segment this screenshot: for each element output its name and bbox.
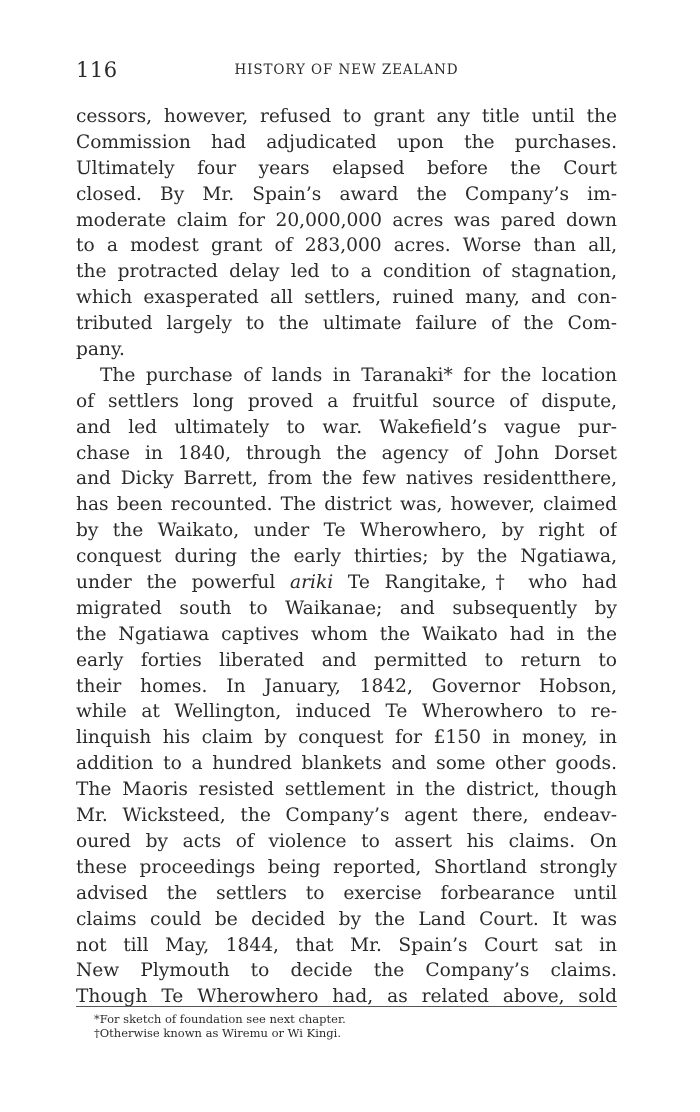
italic-word: ariki	[290, 572, 334, 594]
paragraph-start-line: The purchase of lands in Taranaki* for the location	[100, 364, 617, 386]
text-line: to a modest grant of 283,000 acres. Worse than all,	[76, 235, 617, 257]
text-line: linquish his claim by conquest for £150 in money, in	[76, 727, 617, 749]
text-line: and Dicky Barrett, from the few natives residentthere,	[76, 468, 617, 490]
text-line: moderate claim for 20,000,000 acres was pared down	[76, 209, 617, 231]
text-line: their homes. In January, 1842, Governor Hobson,	[76, 675, 617, 697]
text-line: not till May, 1844, that Mr. Spain’s Court sat in	[76, 934, 617, 956]
page-number: 116	[76, 58, 118, 82]
running-title: HISTORY OF NEW ZEALAND	[234, 62, 459, 78]
text-line: conquest during the early thirties; by the Ngatiawa,	[76, 546, 617, 568]
line-end: Te Rangitake,† who had	[347, 572, 617, 594]
text-line: closed. By Mr. Spain’s award the Company’s im-	[76, 183, 617, 205]
text-line: of settlers long proved a fruitful source of dispute,	[76, 390, 617, 412]
text-line: pany.	[76, 339, 125, 361]
text-line: advised the settlers to exercise forbearance until	[76, 882, 617, 904]
body-text	[76, 104, 617, 1010]
text-line: Mr. Wicksteed, the Company’s agent there, endeav-	[76, 805, 617, 827]
text-line-with-italic	[76, 570, 617, 596]
line-start: under the powerful	[76, 572, 276, 594]
text-line: Ultimately four years elapsed before the Court	[76, 157, 617, 179]
text-line: migrated south to Waikanae; and subsequently by	[76, 597, 617, 619]
text-line: these proceedings being reported, Shortland strongly	[76, 856, 617, 878]
text-line: oured by acts of violence to assert his claims. On	[76, 830, 617, 852]
text-line: the Ngatiawa captives whom the Waikato had in the	[76, 623, 617, 645]
text-line: chase in 1840, through the agency of John Dorset	[76, 442, 617, 464]
footnote: *For sketch of foundation see next chapter.	[94, 1012, 346, 1026]
text-line: by the Waikato, under Te Wherowhero, by right of	[76, 520, 617, 542]
text-line: addition to a hundred blankets and some other goods.	[76, 753, 617, 775]
text-line: cessors, however, refused to grant any title until the	[76, 106, 617, 127]
text-line: tributed largely to the ultimate failure of the Com-	[76, 313, 617, 335]
text-line: Commission had adjudicated upon the purchases.	[76, 131, 617, 153]
page-header	[76, 58, 617, 82]
footnotes	[94, 1012, 614, 1040]
text-line: and led ultimately to war. Wakefield’s vague pur-	[76, 416, 617, 438]
text-line: which exasperated all settlers, ruined many, and con-	[76, 287, 617, 309]
footnote-divider	[76, 1006, 617, 1007]
text-line: Though Te Wherowhero had, as related above, sold	[76, 986, 617, 1008]
text-line: has been recounted. The district was, however, claimed	[76, 494, 617, 516]
text-line: while at Wellington, induced Te Wherowhero to re-	[76, 701, 617, 723]
text-line: early forties liberated and permitted to return to	[76, 649, 617, 671]
text-line: The Maoris resisted settlement in the district, though	[76, 779, 617, 801]
text-line: claims could be decided by the Land Court. It was	[76, 908, 617, 930]
text-line: New Plymouth to decide the Company’s claims.	[76, 960, 617, 982]
text-line: the protracted delay led to a condition of stagnation,	[76, 261, 617, 283]
footnote: †Otherwise known as Wiremu or Wi Kingi.	[94, 1026, 341, 1040]
